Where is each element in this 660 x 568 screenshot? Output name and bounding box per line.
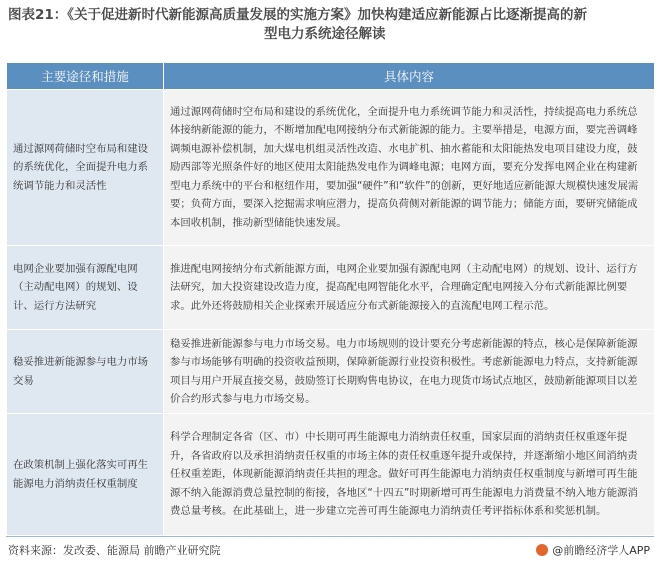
title-line-2: 型电力系统途径解读 — [264, 26, 386, 42]
row-content: 推进配电网接纳分布式新能源方面，电网企业要加强有源配电网（主动配电网）的规划、设计、运行方法研究，加大投资建设改造力度，提高配电网智能化水平，合理确定配电网接入分布式新能源比例要求。此外还将鼓励相关企业探索开展适应分布式新能源接入的直流配电网工程示范。 — [164, 246, 655, 330]
table-row — [7, 90, 655, 246]
chart-title — [8, 6, 652, 44]
row-label: 在政策机制上强化落实可再生能源电力消纳责任权重制度 — [7, 414, 164, 536]
row-label: 稳妥推进新能源参与电力市场交易 — [7, 330, 164, 414]
column-header-measures: 主要途径和措施 — [7, 63, 164, 90]
brand-label: @前瞻经济学人APP — [552, 544, 650, 557]
brand-credit — [536, 542, 650, 558]
table-row — [7, 414, 655, 536]
table-row — [7, 330, 655, 414]
footer-divider — [6, 536, 654, 537]
brand-logo-icon — [536, 544, 548, 556]
row-content: 科学合理制定各省（区、市）中长期可再生能源电力消纳责任权重，国家层面的消纳责任权重逐年提升，各省政府以及承担消纳责任权重的市场主体的责任权重逐年提升或保持，并逐渐缩小地区间消纳责任权重差距，体现新能源消纳责任共担的理念。做好可再生能源电力消纳责任权重制度与新增可再生能源不纳入能源消费总量控制的衔接，各地区“十四五”时期新增可再生能源电力消费量不纳入地方能源消费总量考核。在此基础上，进一步建立完善可再生能源电力消纳责任考评指标体系和奖惩机制。 — [164, 414, 655, 536]
column-header-content: 具体内容 — [164, 63, 655, 90]
table-header-row — [7, 63, 655, 90]
row-label: 电网企业要加强有源配电网（主动配电网）的规划、设计、运行方法研究 — [7, 246, 164, 330]
row-content: 通过源网荷储时空布局和建设的系统优化，全面提升电力系统调节能力和灵活性，持续提高电力系统总体接纳新能源的能力，不断增加配电网接纳分布式新能源的能力。主要举措是，电源方面，要完善调峰调频电源补偿机制，加大煤电机组灵活性改造、水电扩机、抽水蓄能和太阳能热发电项目建设力度，鼓励西部等光照条件好的地区使用太阳能热发电作为调峰电源；电网方面，要充分发挥电网企业在构建新型电力系统中的平台和枢纽作用，要加强“硬件”和“软件”的创新，更好地适应新能源大规模快速发展需要；负荷方面，要深入挖掘需求响应潜力，提高负荷侧对新能源的调节能力；储能方面，要研究储能成本回收机制，推动新型储能快速发展。 — [164, 90, 655, 246]
measures-table — [6, 62, 655, 536]
title-line-1: 图表21：《关于促进新时代新能源高质量发展的实施方案》加快构建适应新能源占比逐渐提高的新 — [8, 7, 588, 23]
row-label: 通过源网荷储时空布局和建设的系统优化，全面提升电力系统调节能力和灵活性 — [7, 90, 164, 246]
table-row — [7, 246, 655, 330]
row-content: 稳妥推进新能源参与电力市场交易。电力市场规则的设计要充分考虑新能源的特点，核心是保障新能源参与市场能够有明确的投资收益预期，保障新能源行业投资积极性。考虑新能源电力特点，支持新能源项目与用户开展直接交易，鼓励签订长期购售电协议，在电力现货市场试点地区，鼓励新能源项目以差价合约形式参与电力市场交易。 — [164, 330, 655, 414]
source-note: 资料来源：发改委、能源局 前瞻产业研究院 — [8, 544, 221, 557]
